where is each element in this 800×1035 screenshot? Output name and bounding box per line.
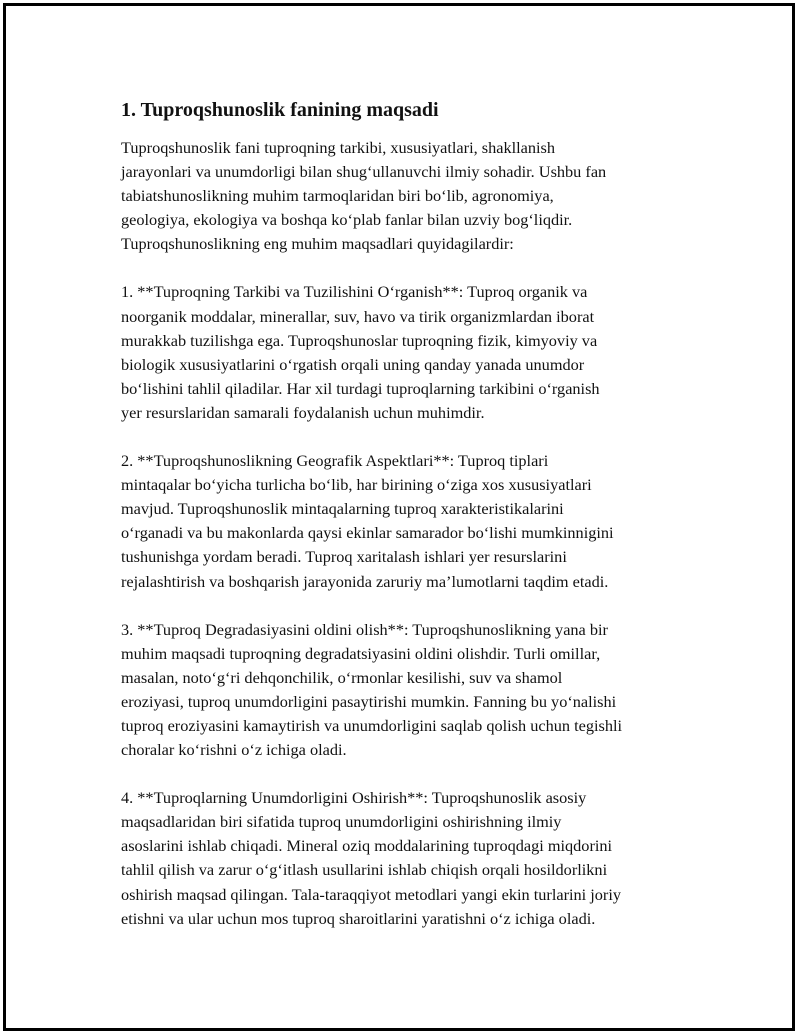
document-body [121,96,701,955]
text-line: oshirish maqsad qilingan. Tala-taraqqiyot metodlari yangi ekin turlarini joriy [121,884,621,904]
text-line: 3. **Tuproq Degradasiyasini oldini olish**: Tuproqshunoslikning yana bir [121,619,608,639]
text-line: muhim maqsadi tuproqning degradatsiyasini oldini olishdir. Turli omillar, [121,643,601,663]
text-line: tahlil qilish va zarur o‘g‘itlash usullarini ishlab chiqish orqali hosildorlikni [121,860,608,880]
text-line: mavjud. Tuproqshunoslik mintaqalarning tuproq xarakteristikalarini [121,499,564,519]
text-line: biologik xususiyatlarini o‘rgatish orqali uning qanday yanada unumdor [121,354,585,374]
text-line: tushunishga yordam beradi. Tuproq xaritalash ishlari yer resurslarini [121,547,567,567]
text-line: Tuproqshunoslikning eng muhim maqsadlari quyidagilardir: [121,234,514,254]
text-line: o‘rganadi va bu makonlarda qaysi ekinlar samarador bo‘lishi mumkinnigini [121,523,614,543]
text-line: 2. **Tuproqshunoslikning Geografik Aspektlari**: Tuproq tiplari [121,451,549,471]
text-line: 1. **Tuproqning Tarkibi va Tuzilishini O‘rganish**: Tuproq organik va [121,282,588,302]
text-line: yer resurslaridan samarali foydalanish uchun muhimdir. [121,402,485,422]
text-line: 4. **Tuproqlarning Unumdorligini Oshirish**: Tuproqshunoslik asosiy [121,788,587,808]
text-line: tuproq eroziyasini kamaytirish va unumdorligini saqlab qolish uchun tegishli [121,715,623,735]
paragraph-intro [121,136,701,256]
text-line: etishni va ular uchun mos tuproq sharoitlarini yaratishni o‘z ichiga oladi. [121,908,596,928]
text-line: geologiya, ekologiya va boshqa ko‘plab fanlar bilan uzviy bog‘liqdir. [121,210,573,230]
text-line: eroziyasi, tuproq unumdorligini pasaytirishi mumkin. Fanning bu yo‘nalishi [121,691,617,711]
text-line: tabiatshunoslikning muhim tarmoqlaridan biri bo‘lib, agronomiya, [121,186,554,206]
text-line: mintaqalar bo‘yicha turlicha bo‘lib, har birining o‘ziga xos xususiyatlari [121,475,592,495]
text-line: rejalashtirish va boshqarish jarayonida zaruriy ma’lumotlarni taqdim etadi. [121,571,609,591]
text-line: maqsadlaridan biri sifatida tuproq unumdorligini oshirishning ilmiy [121,812,562,832]
paragraph-item-4 [121,786,701,931]
text-line: bo‘lishini tahlil qiladilar. Har xil turdagi tuproqlarning tarkibini o‘rganish [121,378,600,398]
text-line: choralar ko‘rishni o‘z ichiga oladi. [121,740,347,760]
text-line: murakkab tuzilishga ega. Tuproqshunoslar tuproqning fizik, kimyoviy va [121,330,598,350]
document-title: 1. Tuproqshunoslik fanining maqsadi [121,99,439,121]
page-frame [3,3,795,1031]
text-line: asoslarini ishlab chiqadi. Mineral oziq moddalarining tuproqdagi miqdorini [121,836,613,856]
paragraph-item-1 [121,280,701,425]
text-line: Tuproqshunoslik fani tuproqning tarkibi, xususiyatlari, shakllanish [121,138,555,157]
text-line: noorganik moddalar, minerallar, suv, havo va tirik organizmlardan iborat [121,306,595,326]
text-line: masalan, noto‘g‘ri dehqonchilik, o‘rmonlar kesilishi, suv va shamol [121,667,563,687]
text-line: jarayonlari va unumdorligi bilan shug‘ullanuvchi ilmiy sohadir. Ushbu fan [121,162,607,182]
paragraph-item-3 [121,618,701,763]
paragraph-item-2 [121,449,701,594]
